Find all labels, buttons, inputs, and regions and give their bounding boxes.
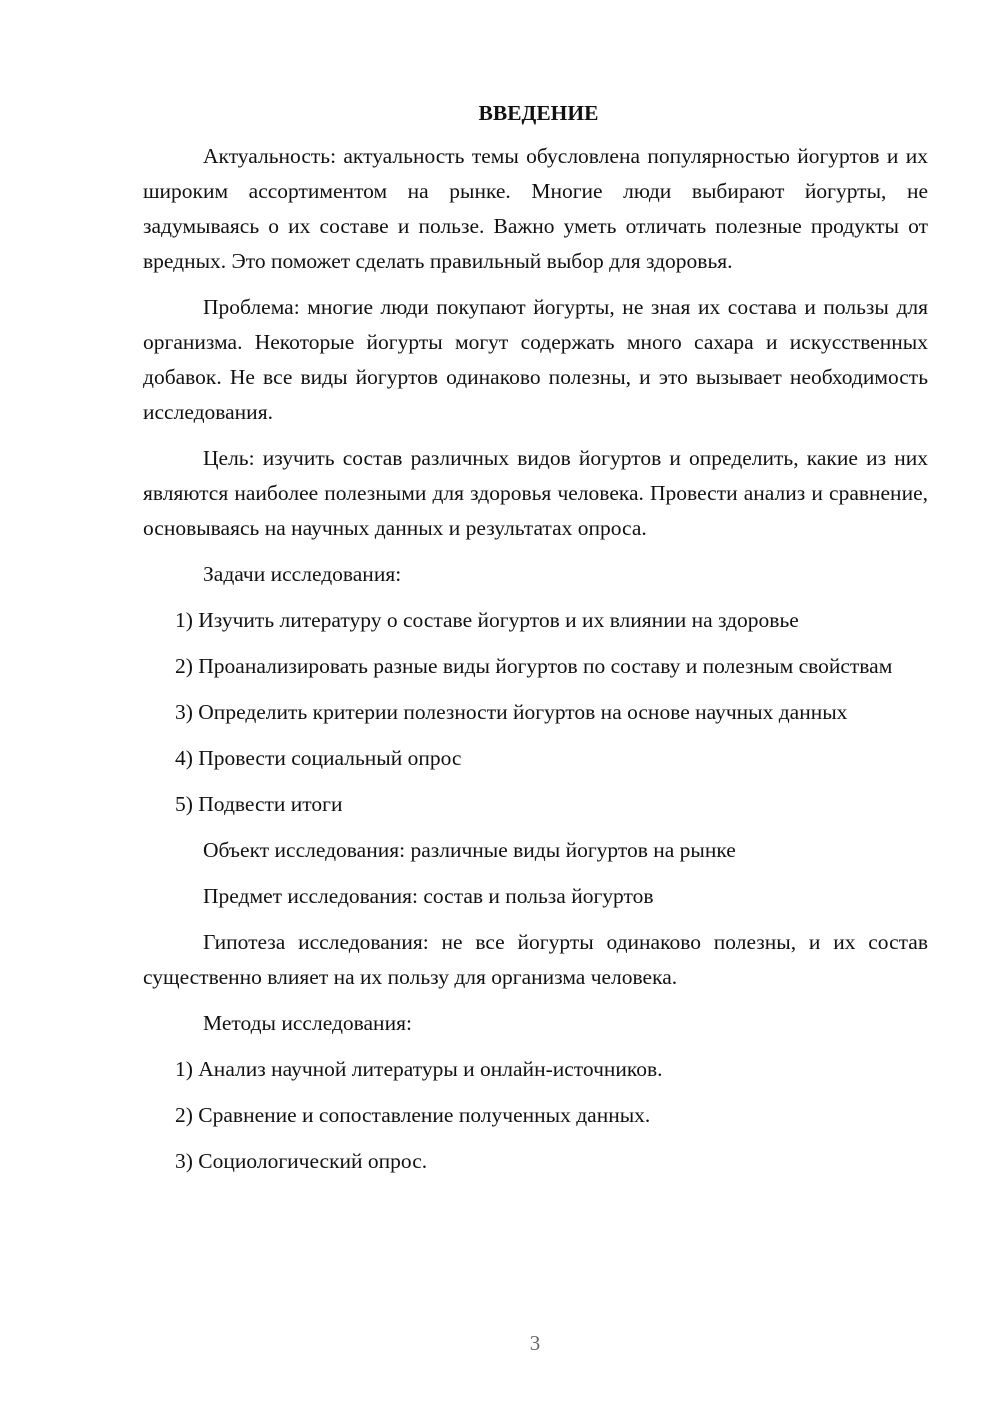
task-item: 1) Изучить литературу о составе йогуртов и их влиянии на здоровье — [175, 608, 799, 632]
method-item: 1) Анализ научной литературы и онлайн-источников. — [175, 1057, 663, 1081]
methods-heading: Методы исследования: — [203, 1011, 412, 1035]
task-item: 5) Подвести итоги — [175, 792, 343, 816]
problem-paragraph: Проблема: многие люди покупают йогурты, не зная их состава и пользы для организма. Некоторые йогурты могут содержать много сахара и искусственных добавок. Не все виды йогуртов одинаково полезны, и это вызывает необходимость исследования. — [143, 295, 928, 424]
method-item: 3) Социологический опрос. — [175, 1149, 428, 1173]
goal-paragraph: Цель: изучить состав различных видов йогуртов и определить, какие из них являются наиболее полезными для здоровья человека. Провести анализ и сравнение, основываясь на научных данных и результатах опроса. — [143, 446, 928, 540]
page-content — [143, 96, 928, 1190]
subject-paragraph: Предмет исследования: состав и польза йогуртов — [203, 884, 654, 908]
task-item: 2) Проанализировать разные виды йогуртов по составу и полезным свойствам — [175, 654, 893, 678]
page-number: 3 — [529, 1331, 541, 1355]
task-item: 4) Провести социальный опрос — [175, 746, 462, 770]
page-title: ВВЕДЕНИЕ — [478, 101, 599, 125]
task-item: 3) Определить критерии полезности йогуртов на основе научных данных — [175, 700, 848, 724]
tasks-heading: Задачи исследования: — [203, 562, 402, 586]
hypothesis-paragraph: Гипотеза исследования: не все йогурты одинаково полезны, и их состав существенно влияет на их пользу для организма человека. — [143, 930, 928, 989]
object-paragraph: Объект исследования: различные виды йогуртов на рынке — [203, 838, 736, 862]
method-item: 2) Сравнение и сопоставление полученных данных. — [175, 1103, 651, 1127]
relevance-paragraph: Актуальность: актуальность темы обусловлена популярностью йогуртов и их широким ассортиментом на рынке. Многие люди выбирают йогурты, не задумываясь о их составе и пользе. Важно уметь отличать полезные продукты от вредных. Это поможет сделать правильный выбор для здоровья. — [143, 144, 928, 273]
